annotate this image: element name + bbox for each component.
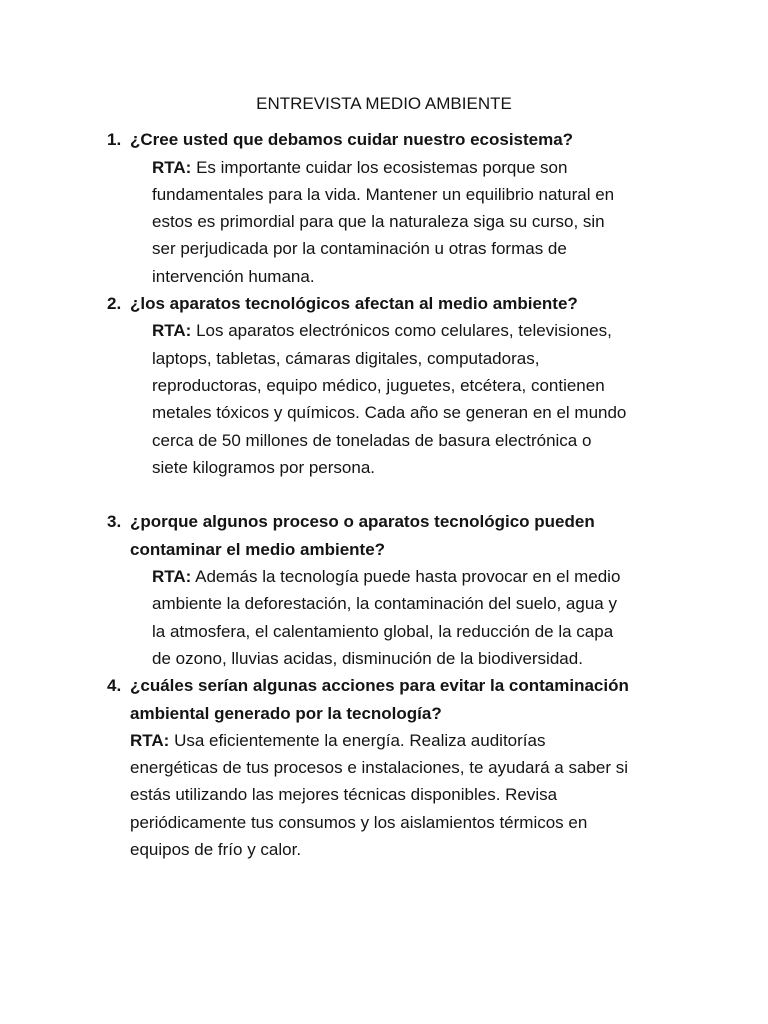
item-number: 4. xyxy=(107,676,122,696)
answer-line: estos es primordial para que la naturaleza siga su curso, sin xyxy=(152,212,605,232)
answer-line: de ozono, lluvias acidas, disminución de la biodiversidad. xyxy=(152,648,583,668)
answer-line: energéticas de tus procesos e instalaciones, te ayudará a saber si xyxy=(130,758,629,778)
answer-line xyxy=(0,727,768,754)
question-line: ambiental generado por la tecnología? xyxy=(130,703,442,723)
item-number: 2. xyxy=(107,294,122,314)
answer-line: fundamentales para la vida. Mantener un equilibrio natural en xyxy=(152,184,615,204)
interview-item-1 xyxy=(0,126,768,290)
answer-text: Es importante cuidar los ecosistemas porque son xyxy=(196,157,568,177)
answer-label: RTA: xyxy=(152,157,192,177)
item-number: 3. xyxy=(107,512,122,532)
interview-item-2 xyxy=(0,290,768,481)
answer-text: Los aparatos electrónicos como celulares, televisiones, xyxy=(196,321,612,341)
answer-label: RTA: xyxy=(152,567,192,587)
blank-line xyxy=(0,481,768,508)
answer-label: RTA: xyxy=(130,730,170,750)
answer-line xyxy=(0,154,768,181)
answer-label: RTA: xyxy=(152,321,192,341)
answer-line: laptops, tabletas, cámaras digitales, computadoras, xyxy=(152,348,540,368)
answer-text: Además la tecnología puede hasta provocar en el medio xyxy=(195,567,621,587)
answer-line: periódicamente tus consumos y los aislamientos térmicos en xyxy=(130,812,588,832)
answer-line: intervención humana. xyxy=(152,266,315,286)
answer-line xyxy=(0,317,768,344)
question-line: ¿los aparatos tecnológicos afectan al medio ambiente? xyxy=(130,294,578,314)
answer-line: reproductoras, equipo médico, juguetes, etcétera, contienen xyxy=(152,375,605,395)
answer-line: ser perjudicada por la contaminación u otras formas de xyxy=(152,239,567,259)
answer-line: ambiente la deforestación, la contaminación del suelo, agua y xyxy=(152,594,617,614)
question-line: contaminar el medio ambiente? xyxy=(130,539,386,559)
interview-item-3 xyxy=(0,508,768,672)
answer-line: siete kilogramos por persona. xyxy=(152,457,376,477)
interview-item-4 xyxy=(0,672,768,863)
answer-line: metales tóxicos y químicos. Cada año se generan en el mundo xyxy=(152,403,627,423)
answer-line: equipos de frío y calor. xyxy=(130,840,302,860)
answer-line: la atmosfera, el calentamiento global, la reducción de la capa xyxy=(152,621,614,641)
answer-text: Usa eficientemente la energía. Realiza auditorías xyxy=(174,730,546,750)
question-line: ¿porque algunos proceso o aparatos tecnológico pueden xyxy=(130,512,595,532)
item-number: 1. xyxy=(107,130,122,150)
answer-line: estás utilizando las mejores técnicas disponibles. Revisa xyxy=(130,785,558,805)
answer-line: cerca de 50 millones de toneladas de basura electrónica o xyxy=(152,430,592,450)
document-title: ENTREVISTA MEDIO AMBIENTE xyxy=(256,94,512,113)
question-line: ¿cuáles serían algunas acciones para evitar la contaminación xyxy=(130,676,629,696)
answer-line xyxy=(0,563,768,590)
question-line: ¿Cree usted que debamos cuidar nuestro ecosistema? xyxy=(130,130,574,150)
